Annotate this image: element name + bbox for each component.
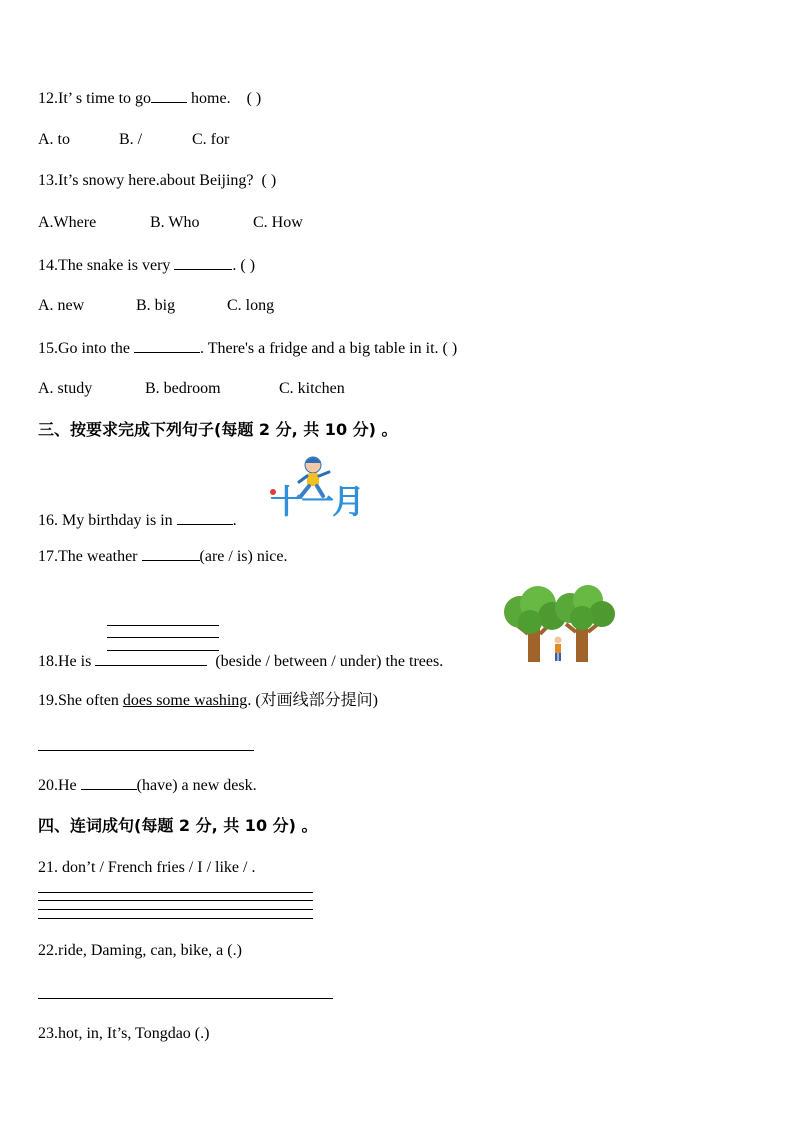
q16-text-after: . <box>232 512 237 529</box>
q15-option-b[interactable]: B. bedroom <box>145 380 221 397</box>
q12-option-c[interactable]: C. for <box>192 131 230 148</box>
question-13 <box>38 171 276 191</box>
section-3-heading: 三、按要求完成下列句子(每题 2 分, 共 10 分) 。 <box>38 420 398 439</box>
q19-answer-line[interactable] <box>38 750 254 751</box>
question-22: 22.ride, Daming, can, bike, a (.) <box>38 942 242 959</box>
q21-writing-line-2[interactable] <box>38 900 313 901</box>
question-19 <box>38 691 378 711</box>
q19-text-after: . (对画线部分提问) <box>247 692 378 709</box>
q18-writing-line-1[interactable] <box>107 625 219 626</box>
q17-text-after: (are / is) nice. <box>199 548 288 565</box>
q12-options <box>38 130 229 150</box>
q12-answer-paren[interactable]: ( ) <box>246 90 262 107</box>
question-17 <box>38 546 287 567</box>
q15-text-after: . There's a fridge and a big table in it. ( ) <box>200 340 458 357</box>
q12-option-b[interactable]: B. / <box>119 131 143 148</box>
q13-option-b[interactable]: B. Who <box>150 214 200 231</box>
q14-blank[interactable] <box>174 255 232 270</box>
q18-text-after: (beside / between / under) the trees. <box>215 653 444 670</box>
q19-text-before: 19.She often <box>38 692 123 709</box>
november-chinese-text: 十一月 <box>270 482 363 521</box>
question-23: 23.hot, in, It’s, Tongdao (.) <box>38 1025 210 1042</box>
q21-writing-line-4[interactable] <box>38 918 313 919</box>
q15-option-c[interactable]: C. kitchen <box>279 380 345 397</box>
q20-text-before: 20.He <box>38 777 77 794</box>
q13-answer-paren[interactable]: ( ) <box>261 172 277 189</box>
q18-text-before: 18.He is <box>38 653 92 670</box>
q21-writing-line-1[interactable] <box>38 892 313 893</box>
question-16 <box>38 510 237 531</box>
question-15 <box>38 338 457 359</box>
q21-writing-line-3[interactable] <box>38 909 313 910</box>
q14-option-a[interactable]: A. new <box>38 297 85 314</box>
q19-underlined-phrase: does some washing <box>122 692 248 709</box>
q17-blank[interactable] <box>142 546 200 561</box>
november-picture <box>265 452 365 527</box>
q12-blank[interactable] <box>151 88 187 103</box>
q13-option-a[interactable]: A.Where <box>38 214 97 231</box>
q12-text-before: 12.It’ s time to go <box>38 90 152 107</box>
section-4-heading: 四、连词成句(每题 2 分, 共 10 分) 。 <box>38 816 318 835</box>
q14-options <box>38 296 274 316</box>
q15-text-before: 15.Go into the <box>38 340 130 357</box>
q13-options <box>38 213 303 233</box>
q15-options <box>38 379 345 399</box>
q18-blank[interactable] <box>95 651 207 666</box>
question-18 <box>38 651 443 672</box>
q14-option-c[interactable]: C. long <box>227 297 275 314</box>
question-20 <box>38 775 257 796</box>
q16-text-before: 16. My birthday is in <box>38 512 173 529</box>
two-trees-icon <box>500 584 616 664</box>
question-12 <box>38 88 261 109</box>
question-21: 21. don’t / French fries / I / like / . <box>38 859 256 876</box>
trees-picture <box>500 584 616 664</box>
q22-answer-line[interactable] <box>38 998 333 999</box>
q17-text-before: 17.The weather <box>38 548 138 565</box>
q12-text-after: home. <box>187 90 231 107</box>
q15-blank[interactable] <box>134 338 200 353</box>
q13-option-c[interactable]: C. How <box>253 214 303 231</box>
q13-stem: 13.It’s snowy here.about Beijing? <box>38 172 254 189</box>
q14-text-after: . ( ) <box>232 257 256 274</box>
question-14 <box>38 255 255 276</box>
q20-blank[interactable] <box>81 775 137 790</box>
q14-text-before: 14.The snake is very <box>38 257 171 274</box>
q18-writing-line-2[interactable] <box>107 637 219 638</box>
q12-option-a[interactable]: A. to <box>38 131 70 148</box>
q20-text-after: (have) a new desk. <box>136 777 257 794</box>
q16-blank[interactable] <box>177 510 233 525</box>
q14-option-b[interactable]: B. big <box>136 297 176 314</box>
q15-option-a[interactable]: A. study <box>38 380 93 397</box>
